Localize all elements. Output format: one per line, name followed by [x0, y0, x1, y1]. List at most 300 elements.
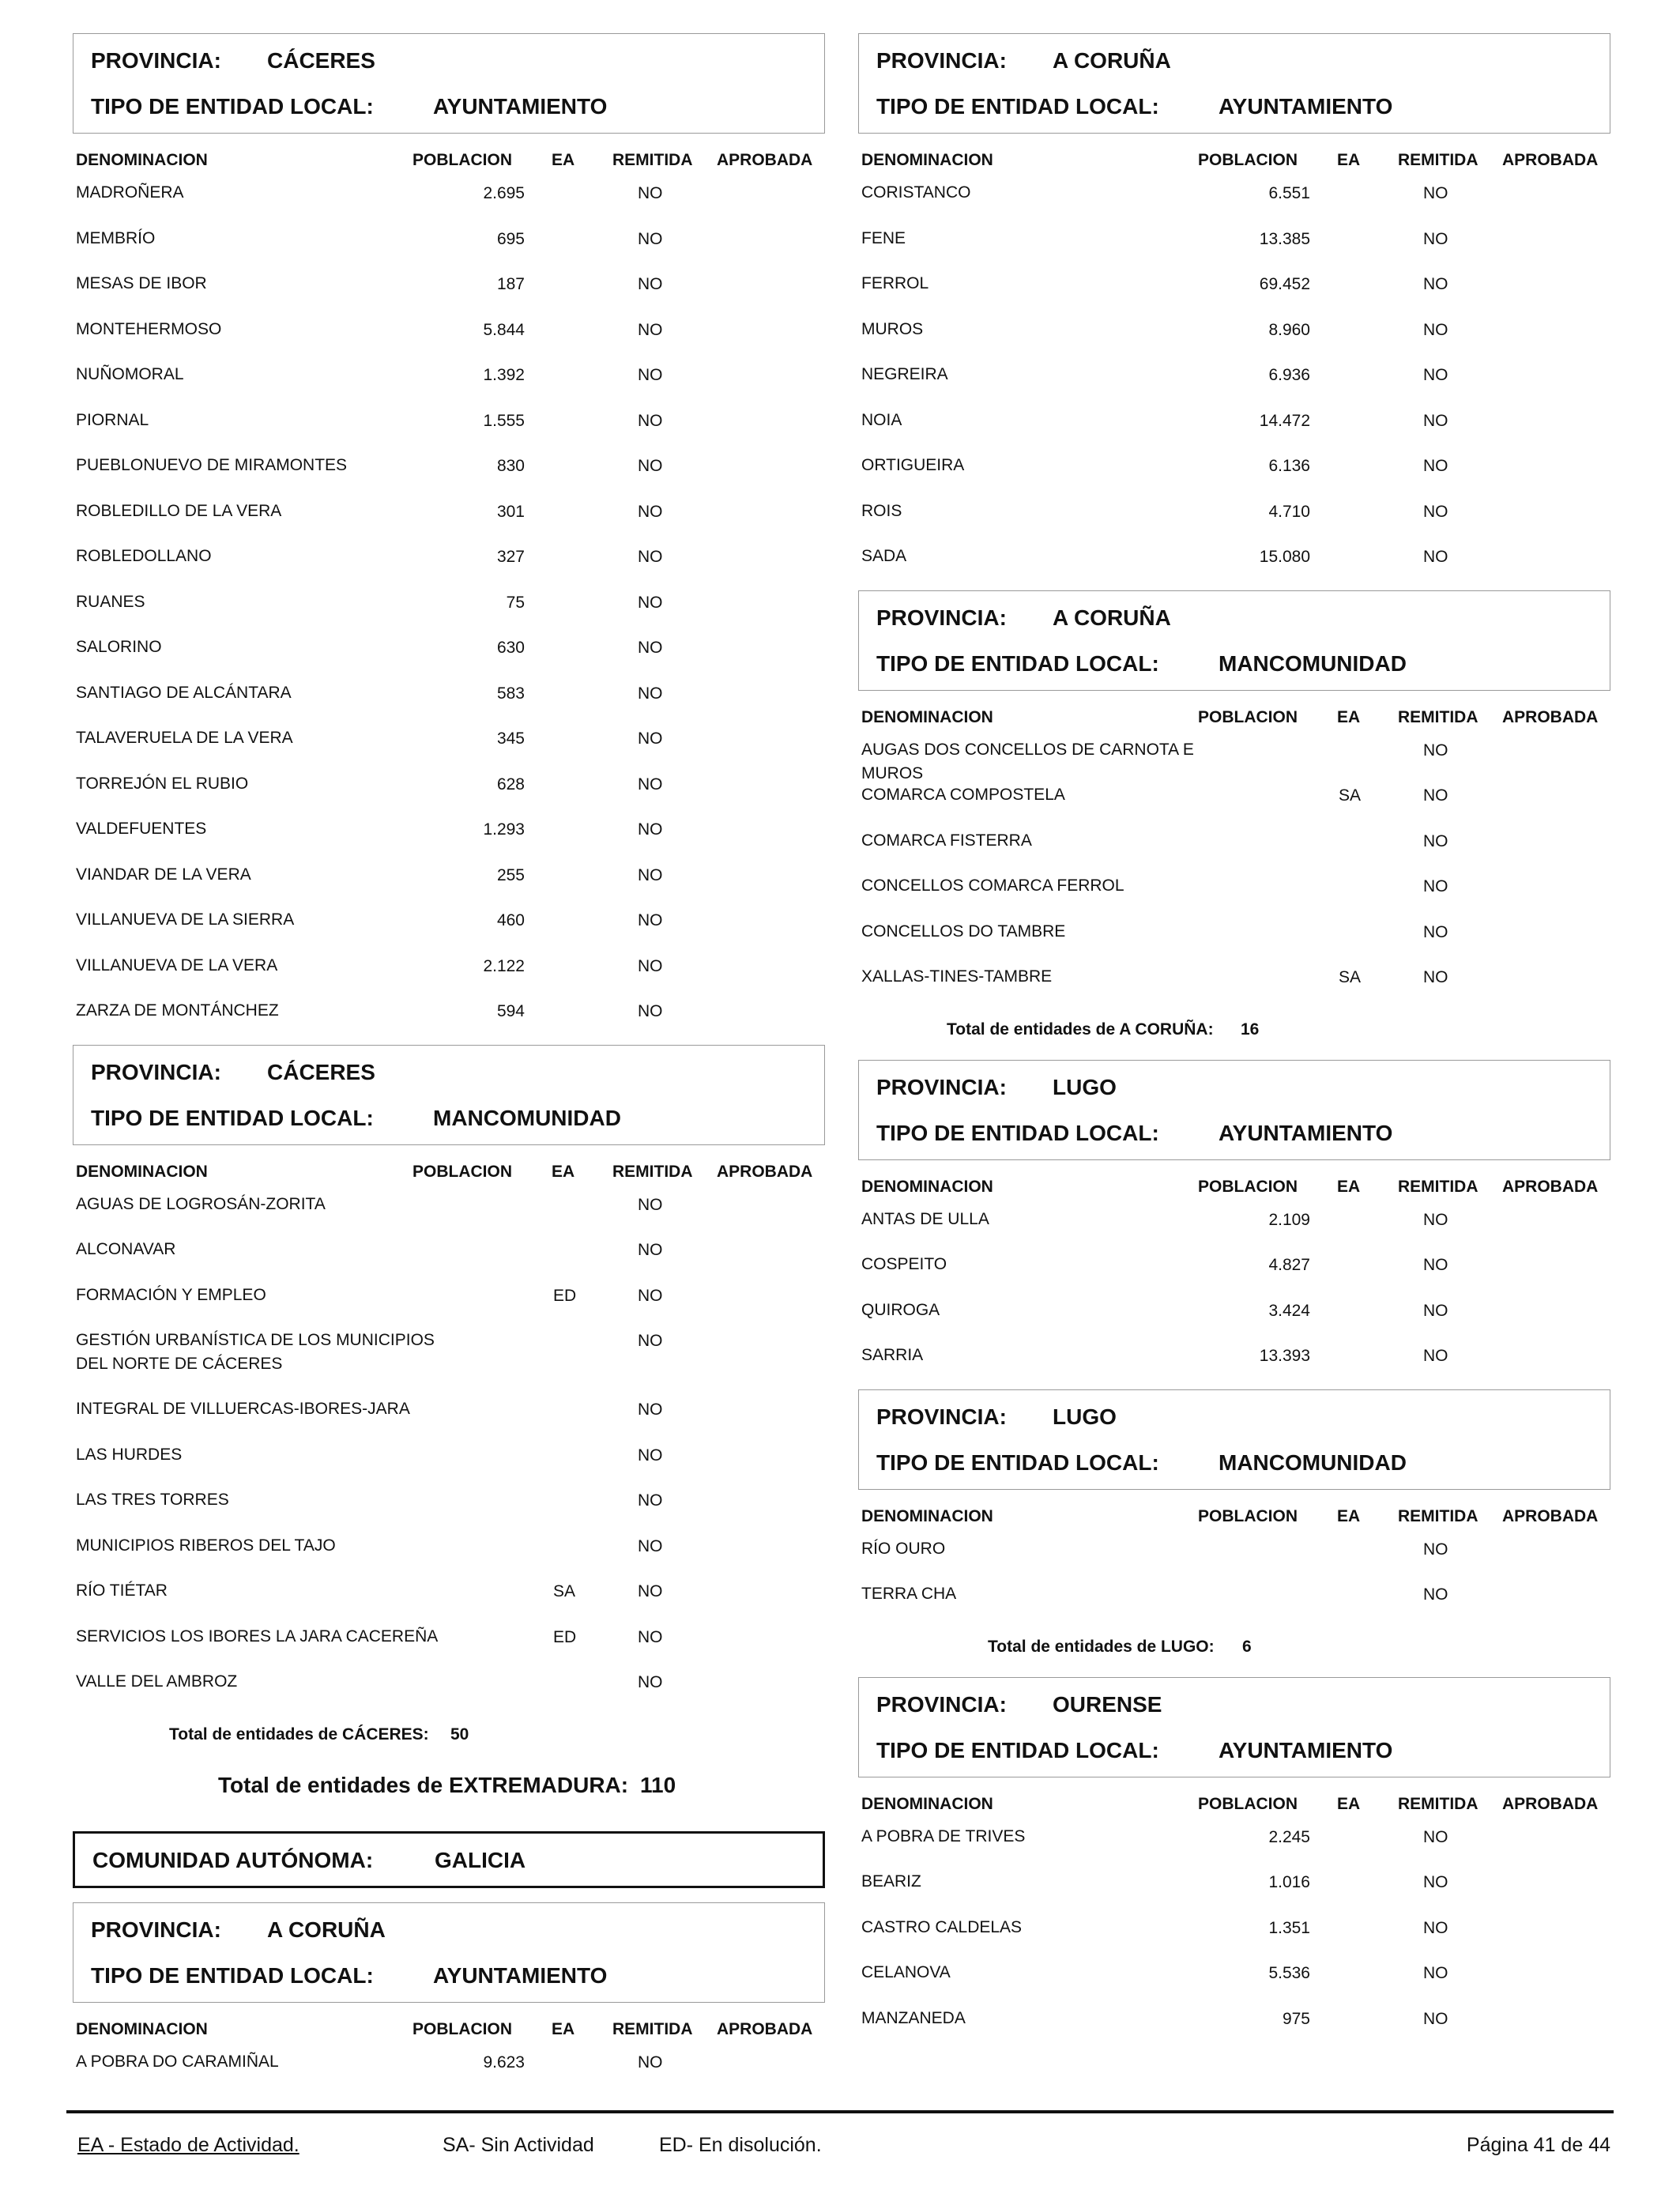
remitida-cell: NO: [638, 639, 663, 657]
col-ea: EA: [1337, 1506, 1361, 1525]
table-row: [73, 1534, 825, 1580]
table-row: [73, 227, 825, 273]
remitida-cell: NO: [638, 1400, 663, 1419]
poblacion-cell: 695: [496, 229, 525, 248]
denominacion-cell: SALORINO: [76, 638, 162, 656]
remitida-cell: NO: [1423, 1540, 1448, 1559]
denominacion-cell: CONCELLOS COMARCA FERROL: [861, 876, 1124, 895]
table-row: [73, 999, 825, 1045]
poblacion-cell: 628: [496, 775, 525, 794]
remitida-cell: NO: [638, 1446, 663, 1465]
col-poblacion: POBLACION: [412, 1162, 512, 1181]
poblacion-cell: 2.109: [1268, 1210, 1310, 1229]
poblacion-cell: 301: [496, 502, 525, 521]
table-body: [858, 1537, 1610, 1628]
table-body: [858, 738, 1610, 1011]
table-row: [858, 965, 1610, 1011]
poblacion-cell: 2.695: [483, 184, 525, 202]
grand-total-label: Total de entidades de EXTREMADURA:: [218, 1772, 629, 1797]
poblacion-cell: 4.827: [1268, 1256, 1310, 1274]
grand-total-value: 110: [640, 1772, 676, 1797]
remitida-cell: NO: [638, 820, 663, 839]
col-poblacion: POBLACION: [1198, 1794, 1298, 1813]
poblacion-cell: 15.080: [1259, 548, 1310, 566]
denominacion-cell: SADA: [861, 547, 907, 565]
denominacion-cell: VILLANUEVA DE LA VERA: [76, 956, 278, 974]
denominacion-cell: FERROL: [861, 274, 929, 292]
ea-cell: SA: [1339, 968, 1362, 986]
col-remitida: REMITIDA: [612, 151, 693, 169]
denominacion-cell: CONCELLOS DO TAMBRE: [861, 922, 1066, 941]
poblacion-cell: 13.385: [1259, 229, 1310, 248]
ea-cell: ED: [553, 1286, 577, 1305]
denominacion-cell: A POBRA DO CARAMIÑAL: [76, 2052, 279, 2071]
denominacion-cell: COSPEITO: [861, 1255, 947, 1273]
tipo-label: TIPO DE ENTIDAD LOCAL:: [876, 94, 1159, 119]
total-value: 50: [450, 1725, 469, 1744]
denominacion-cell: GESTIÓN URBANÍSTICA DE LOS MUNICIPIOS DEL NORTE DE CÁCERES: [76, 1331, 435, 1373]
table-row: [858, 1870, 1610, 1916]
col-aprobada: APROBADA: [1502, 1506, 1599, 1525]
tipo-value: AYUNTAMIENTO: [433, 94, 608, 119]
table-row: [858, 1537, 1610, 1583]
col-remitida: REMITIDA: [1398, 1177, 1478, 1196]
remitida-cell: NO: [638, 775, 663, 794]
table-row: [858, 363, 1610, 409]
remitida-cell: NO: [1423, 502, 1448, 521]
remitida-cell: NO: [638, 457, 663, 475]
tipo-value: AYUNTAMIENTO: [433, 1962, 608, 1988]
remitida-cell: NO: [1423, 548, 1448, 566]
poblacion-cell: 583: [496, 684, 525, 703]
denominacion-cell: ROBLEDILLO DE LA VERA: [76, 501, 282, 520]
col-poblacion: POBLACION: [412, 151, 512, 169]
denominacion-cell: RUANES: [76, 592, 145, 611]
table-body: [73, 2050, 825, 2096]
table-body: [858, 1825, 1610, 2053]
col-aprobada: APROBADA: [1502, 1794, 1599, 1813]
table-row: [858, 227, 1610, 273]
col-remitida: REMITIDA: [612, 1162, 693, 1181]
table-row: [858, 409, 1610, 454]
table-row: [73, 635, 825, 681]
table-row: [858, 1916, 1610, 1962]
ea-cell: SA: [553, 1582, 576, 1600]
col-ea: EA: [552, 151, 575, 169]
table-row: [73, 1238, 825, 1284]
tipo-label: TIPO DE ENTIDAD LOCAL:: [91, 1962, 374, 1988]
table-row: [73, 1579, 825, 1625]
denominacion-cell: VALLE DEL AMBROZ: [76, 1672, 238, 1691]
ea-cell: ED: [553, 1627, 577, 1646]
col-poblacion: POBLACION: [1198, 151, 1298, 169]
col-remitida: REMITIDA: [612, 2019, 693, 2038]
table-row: [858, 783, 1610, 829]
table-row: [73, 1625, 825, 1671]
poblacion-cell: 4.710: [1268, 502, 1310, 521]
table-row: [73, 1193, 825, 1238]
poblacion-cell: 975: [1282, 2009, 1310, 2028]
table-body: [858, 1208, 1610, 1389]
denominacion-cell: XALLAS-TINES-TAMBRE: [861, 967, 1053, 986]
table-header: [73, 1145, 825, 1193]
table-body: [73, 1193, 825, 1716]
provincia-value: LUGO: [1053, 1404, 1117, 1429]
total-row: [73, 1716, 825, 1765]
remitida-cell: NO: [638, 366, 663, 384]
poblacion-cell: 8.960: [1268, 320, 1310, 339]
remitida-cell: NO: [1423, 968, 1448, 986]
col-ea: EA: [552, 2019, 575, 2038]
col-aprobada: APROBADA: [717, 1162, 813, 1181]
denominacion-cell: ORTIGUEIRA: [861, 456, 965, 474]
table-row: [73, 817, 825, 863]
tipo-value: AYUNTAMIENTO: [1219, 94, 1393, 119]
denominacion-cell: CORISTANCO: [861, 183, 971, 202]
denominacion-cell: NEGREIRA: [861, 365, 948, 383]
provincia-value: A CORUÑA: [267, 1917, 386, 1942]
provincia-label: PROVINCIA:: [876, 1074, 1007, 1099]
table-row: [858, 1299, 1610, 1344]
col-denominacion: DENOMINACION: [861, 707, 993, 726]
remitida-cell: NO: [1423, 831, 1448, 850]
table-header: [858, 691, 1610, 738]
remitida-cell: NO: [638, 184, 663, 202]
remitida-cell: NO: [638, 229, 663, 248]
denominacion-cell: COMARCA FISTERRA: [861, 831, 1032, 850]
denominacion-cell: SERVICIOS LOS IBORES LA JARA CACEREÑA: [76, 1627, 439, 1646]
table-body: [73, 181, 825, 1045]
footer-sa-legend: SA- Sin Actividad: [443, 2134, 594, 2156]
table-row: [858, 181, 1610, 227]
poblacion-cell: 14.472: [1259, 411, 1310, 430]
tipo-value: MANCOMUNIDAD: [1219, 650, 1407, 676]
table-row: [73, 1284, 825, 1329]
table-row: [858, 2007, 1610, 2053]
table-row: [858, 829, 1610, 875]
remitida-cell: NO: [638, 593, 663, 612]
table-row: [858, 874, 1610, 920]
table-row: [73, 681, 825, 727]
table-row: [73, 272, 825, 318]
grand-total-row: [73, 1765, 825, 1817]
table-body: [858, 181, 1610, 590]
tipo-value: AYUNTAMIENTO: [1219, 1737, 1393, 1762]
provincia-label: PROVINCIA:: [876, 48, 1007, 73]
denominacion-cell: PIORNAL: [76, 410, 149, 429]
remitida-cell: NO: [638, 1195, 663, 1214]
header-box: [858, 590, 1610, 691]
col-aprobada: APROBADA: [1502, 707, 1599, 726]
poblacion-cell: 1.392: [483, 366, 525, 384]
poblacion-cell: 255: [496, 865, 525, 884]
remitida-cell: NO: [1423, 1827, 1448, 1846]
remitida-cell: NO: [1423, 877, 1448, 895]
col-aprobada: APROBADA: [717, 151, 813, 169]
col-remitida: REMITIDA: [1398, 1506, 1478, 1525]
poblacion-cell: 594: [496, 1002, 525, 1020]
table-header: [858, 1160, 1610, 1208]
poblacion-cell: 6.136: [1268, 457, 1310, 475]
comunidad-box: [73, 1831, 825, 1888]
denominacion-cell: ZARZA DE MONTÁNCHEZ: [76, 1001, 279, 1020]
remitida-cell: NO: [638, 320, 663, 339]
table-row: [858, 499, 1610, 545]
provincia-value: OURENSE: [1053, 1691, 1162, 1717]
denominacion-cell: MESAS DE IBOR: [76, 274, 207, 292]
table-row: [858, 454, 1610, 499]
tipo-label: TIPO DE ENTIDAD LOCAL:: [876, 1737, 1159, 1762]
table-row: [858, 272, 1610, 318]
col-ea: EA: [1337, 707, 1361, 726]
table-row: [858, 920, 1610, 966]
total-row: [858, 1011, 1610, 1060]
remitida-cell: NO: [1423, 229, 1448, 248]
table-row: [73, 454, 825, 499]
remitida-cell: NO: [638, 502, 663, 521]
table-header: [73, 134, 825, 181]
table-row: [73, 908, 825, 954]
denominacion-cell: COMARCA COMPOSTELA: [861, 786, 1065, 804]
table-row: [858, 1208, 1610, 1253]
remitida-cell: NO: [638, 1002, 663, 1020]
col-poblacion: POBLACION: [1198, 1177, 1298, 1196]
remitida-cell: NO: [638, 1332, 663, 1350]
denominacion-cell: MANZANEDA: [861, 2008, 966, 2027]
total-value: 16: [1241, 1020, 1260, 1039]
remitida-cell: NO: [638, 911, 663, 929]
poblacion-cell: 1.293: [483, 820, 525, 839]
remitida-cell: NO: [638, 548, 663, 566]
col-ea: EA: [1337, 1794, 1361, 1813]
provincia-value: LUGO: [1053, 1074, 1117, 1099]
tipo-value: MANCOMUNIDAD: [433, 1105, 621, 1130]
col-aprobada: APROBADA: [1502, 151, 1599, 169]
table-row: [73, 726, 825, 772]
remitida-cell: NO: [1423, 1301, 1448, 1320]
col-aprobada: APROBADA: [1502, 1177, 1599, 1196]
remitida-cell: NO: [1423, 457, 1448, 475]
denominacion-cell: MUROS: [861, 319, 924, 338]
table-row: [73, 181, 825, 227]
remitida-cell: NO: [1423, 1347, 1448, 1365]
remitida-cell: NO: [1423, 184, 1448, 202]
col-remitida: REMITIDA: [1398, 1794, 1478, 1813]
denominacion-cell: AGUAS DE LOGROSÁN-ZORITA: [76, 1194, 326, 1213]
provincia-value: A CORUÑA: [1053, 48, 1171, 73]
col-denominacion: DENOMINACION: [861, 1177, 993, 1196]
table-row: [858, 1344, 1610, 1389]
comunidad-label: COMUNIDAD AUTÓNOMA:: [92, 1847, 374, 1872]
poblacion-cell: 1.351: [1268, 1918, 1310, 1937]
col-poblacion: POBLACION: [1198, 707, 1298, 726]
footer-ea-legend: EA - Estado de Actividad.: [77, 2134, 299, 2156]
poblacion-cell: 5.844: [483, 320, 525, 339]
col-denominacion: DENOMINACION: [861, 1506, 993, 1525]
page-number: Página 41 de 44: [1466, 2134, 1610, 2156]
total-value: 6: [1242, 1637, 1252, 1656]
denominacion-cell: CASTRO CALDELAS: [861, 1917, 1023, 1936]
col-denominacion: DENOMINACION: [861, 151, 993, 169]
header-box: [73, 33, 825, 134]
remitida-cell: NO: [1423, 786, 1448, 805]
remitida-cell: NO: [1423, 1873, 1448, 1891]
table-row: [858, 1582, 1610, 1628]
provincia-label: PROVINCIA:: [91, 1917, 221, 1942]
remitida-cell: NO: [638, 1582, 663, 1600]
table-row: [73, 499, 825, 545]
provincia-value: A CORUÑA: [1053, 605, 1171, 630]
poblacion-cell: 9.623: [483, 2053, 525, 2071]
header-box: [858, 1060, 1610, 1160]
table-row: [73, 545, 825, 590]
comunidad-value: GALICIA: [435, 1847, 526, 1872]
remitida-cell: NO: [638, 1286, 663, 1305]
table-row: [858, 1961, 1610, 2007]
denominacion-cell: RÍO TIÉTAR: [76, 1581, 168, 1600]
col-remitida: REMITIDA: [1398, 151, 1478, 169]
tipo-value: MANCOMUNIDAD: [1219, 1449, 1407, 1475]
denominacion-cell: SARRIA: [861, 1346, 924, 1364]
denominacion-cell: FENE: [861, 228, 906, 247]
col-aprobada: APROBADA: [717, 2019, 813, 2038]
col-remitida: REMITIDA: [1398, 707, 1478, 726]
table-row: [73, 1670, 825, 1716]
denominacion-cell: NOIA: [861, 410, 902, 429]
right-column: [858, 33, 1610, 2052]
footer-divider: [66, 2110, 1614, 2113]
table-header: [858, 1777, 1610, 1825]
remitida-cell: NO: [1423, 1210, 1448, 1229]
col-ea: EA: [1337, 1177, 1361, 1196]
remitida-cell: NO: [1423, 411, 1448, 430]
provincia-value: CÁCERES: [267, 48, 375, 73]
poblacion-cell: 69.452: [1259, 275, 1310, 293]
table-header: [858, 134, 1610, 181]
remitida-cell: NO: [1423, 2009, 1448, 2028]
table-row: [73, 954, 825, 1000]
poblacion-cell: 2.245: [1268, 1827, 1310, 1846]
poblacion-cell: 5.536: [1268, 1964, 1310, 1982]
denominacion-cell: NUÑOMORAL: [76, 365, 184, 383]
denominacion-cell: A POBRA DE TRIVES: [861, 1826, 1026, 1845]
remitida-cell: NO: [638, 2053, 663, 2071]
denominacion-cell: RÍO OURO: [861, 1539, 946, 1558]
provincia-label: PROVINCIA:: [91, 48, 221, 73]
denominacion-cell: SANTIAGO DE ALCÁNTARA: [76, 683, 292, 702]
remitida-cell: NO: [638, 275, 663, 293]
remitida-cell: NO: [638, 956, 663, 975]
header-box: [858, 33, 1610, 134]
table-row: [73, 863, 825, 909]
table-row: [73, 1397, 825, 1443]
remitida-cell: NO: [1423, 1256, 1448, 1274]
tipo-label: TIPO DE ENTIDAD LOCAL:: [876, 1120, 1159, 1145]
denominacion-cell: PUEBLONUEVO DE MIRAMONTES: [76, 456, 348, 474]
denominacion-cell: ANTAS DE ULLA: [861, 1209, 989, 1228]
denominacion-cell: VALDEFUENTES: [76, 820, 207, 838]
remitida-cell: NO: [1423, 1918, 1448, 1937]
poblacion-cell: 3.424: [1268, 1301, 1310, 1320]
denominacion-cell: MADROÑERA: [76, 183, 184, 202]
denominacion-cell: AUGAS DOS CONCELLOS DE CARNOTA E MUROS: [861, 740, 1194, 782]
poblacion-cell: 460: [496, 911, 525, 929]
provincia-label: PROVINCIA:: [876, 605, 1007, 630]
poblacion-cell: 327: [496, 548, 525, 566]
table-row: [73, 1443, 825, 1489]
remitida-cell: NO: [638, 865, 663, 884]
col-denominacion: DENOMINACION: [861, 1794, 993, 1813]
poblacion-cell: 1.555: [483, 411, 525, 430]
provincia-label: PROVINCIA:: [876, 1691, 1007, 1717]
poblacion-cell: 6.936: [1268, 366, 1310, 384]
remitida-cell: NO: [1423, 1964, 1448, 1982]
table-row: [858, 318, 1610, 364]
table-row: [858, 545, 1610, 590]
denominacion-cell: BEARIZ: [861, 1872, 921, 1891]
table-row: [858, 738, 1610, 784]
provincia-label: PROVINCIA:: [91, 1059, 221, 1084]
denominacion-cell: MEMBRÍO: [76, 228, 156, 247]
tipo-label: TIPO DE ENTIDAD LOCAL:: [91, 1105, 374, 1130]
col-ea: EA: [552, 1162, 575, 1181]
footer-ed-legend: ED- En disolución.: [659, 2134, 822, 2156]
denominacion-cell: INTEGRAL DE VILLUERCAS-IBORES-JARA: [76, 1400, 410, 1418]
ea-cell: SA: [1339, 786, 1362, 805]
provincia-value: CÁCERES: [267, 1059, 375, 1084]
table-row: [73, 590, 825, 636]
total-label: Total de entidades de A CORUÑA:: [947, 1020, 1214, 1039]
tipo-label: TIPO DE ENTIDAD LOCAL:: [876, 650, 1159, 676]
header-box: [73, 1902, 825, 2003]
left-column: [73, 33, 825, 2095]
table-row: [73, 1488, 825, 1534]
denominacion-cell: TALAVERUELA DE LA VERA: [76, 729, 293, 747]
total-label: Total de entidades de LUGO:: [988, 1637, 1215, 1656]
table-row: [73, 318, 825, 364]
table-row: [858, 1825, 1610, 1871]
poblacion-cell: 75: [506, 593, 525, 612]
table-row: [73, 772, 825, 818]
col-ea: EA: [1337, 151, 1361, 169]
header-box: [858, 1389, 1610, 1490]
denominacion-cell: QUIROGA: [861, 1300, 940, 1319]
denominacion-cell: MONTEHERMOSO: [76, 319, 222, 338]
tipo-label: TIPO DE ENTIDAD LOCAL:: [876, 1449, 1159, 1475]
poblacion-cell: 187: [496, 275, 525, 293]
remitida-cell: NO: [638, 411, 663, 430]
remitida-cell: NO: [1423, 922, 1448, 941]
provincia-label: PROVINCIA:: [876, 1404, 1007, 1429]
col-denominacion: DENOMINACION: [76, 1162, 208, 1181]
table-header: [858, 1490, 1610, 1537]
poblacion-cell: 2.122: [483, 956, 525, 975]
header-box: [858, 1677, 1610, 1777]
remitida-cell: NO: [638, 1627, 663, 1646]
denominacion-cell: CELANOVA: [861, 1963, 951, 1981]
denominacion-cell: ALCONAVAR: [76, 1240, 176, 1258]
table-row: [73, 1329, 825, 1397]
col-denominacion: DENOMINACION: [76, 151, 208, 169]
remitida-cell: NO: [638, 1673, 663, 1691]
total-row: [858, 1628, 1610, 1677]
col-poblacion: POBLACION: [1198, 1506, 1298, 1525]
denominacion-cell: ROBLEDOLLANO: [76, 547, 212, 565]
col-denominacion: DENOMINACION: [76, 2019, 208, 2038]
denominacion-cell: MUNICIPIOS RIBEROS DEL TAJO: [76, 1536, 336, 1555]
table-row: [73, 363, 825, 409]
remitida-cell: NO: [1423, 366, 1448, 384]
